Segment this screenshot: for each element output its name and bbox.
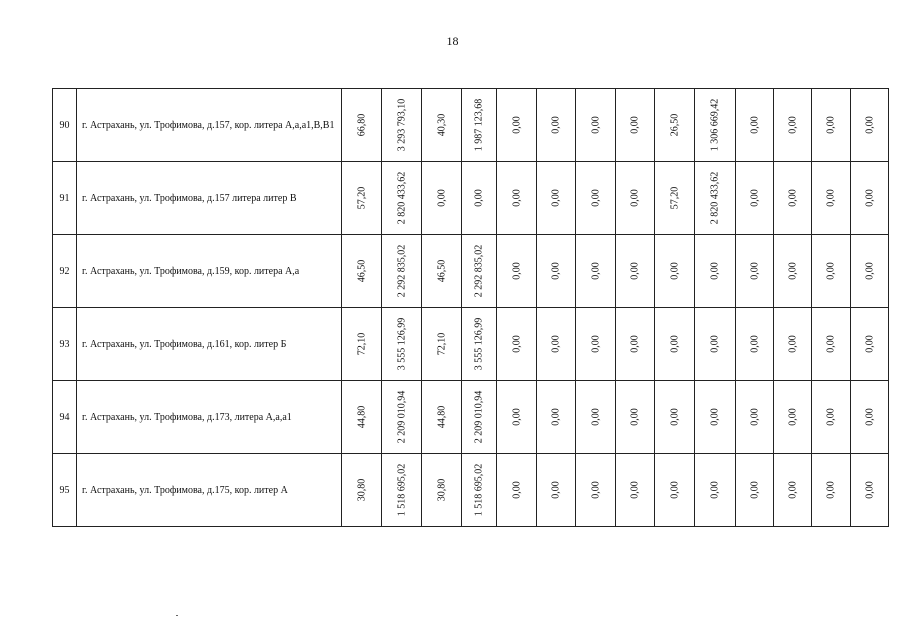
value-cell bbox=[537, 162, 576, 235]
value-cell bbox=[497, 162, 537, 235]
value-text: 0,00 bbox=[787, 408, 798, 426]
value-cell bbox=[497, 381, 537, 454]
value-text: 0,00 bbox=[749, 189, 760, 207]
row-number: 94 bbox=[53, 381, 77, 454]
value-text: 0,00 bbox=[749, 262, 760, 280]
scan-speck bbox=[176, 615, 178, 616]
value-cell bbox=[736, 454, 774, 527]
value-cell bbox=[655, 381, 695, 454]
value-cell bbox=[576, 89, 616, 162]
value-cell bbox=[497, 454, 537, 527]
value-text: 0,00 bbox=[511, 189, 522, 207]
value-cell bbox=[382, 308, 422, 381]
value-text: 0,00 bbox=[864, 408, 875, 426]
value-cell bbox=[655, 162, 695, 235]
table-row bbox=[53, 454, 889, 527]
value-cell bbox=[695, 89, 736, 162]
value-cell bbox=[736, 381, 774, 454]
value-cell bbox=[812, 89, 851, 162]
value-cell bbox=[774, 162, 812, 235]
value-cell bbox=[422, 89, 462, 162]
value-text: 0,00 bbox=[669, 408, 680, 426]
value-cell bbox=[576, 381, 616, 454]
value-cell bbox=[537, 308, 576, 381]
value-cell bbox=[812, 381, 851, 454]
value-cell bbox=[422, 162, 462, 235]
value-cell bbox=[497, 89, 537, 162]
value-cell bbox=[422, 454, 462, 527]
value-text: 0,00 bbox=[511, 116, 522, 134]
value-text: 26,50 bbox=[669, 113, 680, 137]
value-cell bbox=[422, 308, 462, 381]
value-text: 44,80 bbox=[356, 405, 367, 429]
value-text: 0,00 bbox=[787, 189, 798, 207]
value-text: 0,00 bbox=[709, 335, 721, 353]
value-text: 0,00 bbox=[629, 408, 641, 426]
value-cell bbox=[576, 308, 616, 381]
value-cell bbox=[462, 162, 497, 235]
value-cell bbox=[342, 381, 382, 454]
value-cell bbox=[736, 308, 774, 381]
value-cell bbox=[616, 381, 655, 454]
value-cell bbox=[774, 308, 812, 381]
address-cell: г. Астрахань, ул. Трофимова, д.161, кор. литер Б bbox=[77, 308, 342, 381]
value-cell bbox=[537, 381, 576, 454]
value-text: 0,00 bbox=[864, 335, 875, 353]
value-cell bbox=[851, 454, 889, 527]
value-text: 0,00 bbox=[787, 116, 798, 134]
value-text: 0,00 bbox=[590, 189, 601, 207]
address-cell: г. Астрахань, ул. Трофимова, д.175, кор. литер А bbox=[77, 454, 342, 527]
value-text: 0,00 bbox=[629, 335, 641, 353]
row-number: 92 bbox=[53, 235, 77, 308]
value-cell bbox=[382, 162, 422, 235]
value-text: 0,00 bbox=[590, 481, 601, 499]
value-text: 0,00 bbox=[825, 262, 837, 280]
value-text: 0,00 bbox=[825, 335, 837, 353]
value-cell bbox=[616, 308, 655, 381]
value-text: 0,00 bbox=[629, 262, 641, 280]
value-cell bbox=[851, 308, 889, 381]
value-text: 3 555 126,99 bbox=[396, 317, 407, 371]
value-text: 0,00 bbox=[629, 189, 641, 207]
value-text: 0,00 bbox=[590, 262, 601, 280]
value-cell bbox=[695, 381, 736, 454]
value-cell bbox=[736, 162, 774, 235]
value-text: 2 209 010,94 bbox=[396, 390, 407, 444]
value-cell bbox=[655, 454, 695, 527]
value-cell bbox=[462, 454, 497, 527]
value-text: 2 292 835,02 bbox=[396, 244, 407, 298]
table-row bbox=[53, 89, 889, 162]
value-text: 0,00 bbox=[825, 189, 837, 207]
value-cell bbox=[462, 89, 497, 162]
value-text: 0,00 bbox=[864, 262, 875, 280]
table-row bbox=[53, 308, 889, 381]
value-text: 57,20 bbox=[356, 186, 367, 210]
value-text: 72,10 bbox=[436, 332, 447, 356]
value-text: 0,00 bbox=[629, 481, 641, 499]
value-cell bbox=[342, 89, 382, 162]
value-text: 0,00 bbox=[590, 408, 601, 426]
value-cell bbox=[616, 454, 655, 527]
value-text: 0,00 bbox=[709, 408, 721, 426]
value-text: 0,00 bbox=[825, 408, 837, 426]
value-text: 0,00 bbox=[511, 335, 522, 353]
value-text: 0,00 bbox=[550, 189, 562, 207]
table-row bbox=[53, 235, 889, 308]
row-number: 91 bbox=[53, 162, 77, 235]
value-text: 40,30 bbox=[436, 113, 447, 137]
value-text: 46,50 bbox=[436, 259, 447, 283]
table-body bbox=[53, 89, 889, 527]
address-cell: г. Астрахань, ул. Трофимова, д.157, кор. литера А,а,а1,В,В1 bbox=[77, 89, 342, 162]
value-text: 3 555 126,99 bbox=[473, 317, 485, 371]
address-cell: г. Астрахань, ул. Трофимова, д.159, кор. литера А,а bbox=[77, 235, 342, 308]
value-cell bbox=[851, 89, 889, 162]
value-text: 66,80 bbox=[356, 113, 367, 137]
value-cell bbox=[616, 235, 655, 308]
value-cell bbox=[497, 308, 537, 381]
value-text: 57,20 bbox=[669, 186, 680, 210]
value-cell bbox=[812, 162, 851, 235]
value-cell bbox=[736, 235, 774, 308]
value-cell bbox=[382, 89, 422, 162]
value-cell bbox=[462, 308, 497, 381]
value-text: 2 820 433,62 bbox=[396, 171, 407, 225]
value-cell bbox=[422, 235, 462, 308]
value-text: 0,00 bbox=[669, 335, 680, 353]
value-text: 1 306 669,42 bbox=[709, 98, 721, 152]
value-text: 30,80 bbox=[436, 478, 447, 502]
address-cell: г. Астрахань, ул. Трофимова, д.157 литера литер В bbox=[77, 162, 342, 235]
value-cell bbox=[695, 308, 736, 381]
row-number: 93 bbox=[53, 308, 77, 381]
value-cell bbox=[342, 162, 382, 235]
value-cell bbox=[382, 381, 422, 454]
value-text: 0,00 bbox=[787, 481, 798, 499]
value-text: 0,00 bbox=[864, 189, 875, 207]
value-text: 0,00 bbox=[436, 189, 447, 207]
value-text: 0,00 bbox=[511, 481, 522, 499]
value-text: 0,00 bbox=[709, 262, 721, 280]
value-text: 0,00 bbox=[825, 116, 837, 134]
value-cell bbox=[576, 235, 616, 308]
value-text: 0,00 bbox=[749, 481, 760, 499]
value-cell bbox=[576, 454, 616, 527]
value-text: 0,00 bbox=[511, 262, 522, 280]
value-cell bbox=[616, 162, 655, 235]
value-text: 30,80 bbox=[356, 478, 367, 502]
value-text: 0,00 bbox=[550, 481, 562, 499]
value-cell bbox=[537, 89, 576, 162]
value-cell bbox=[342, 454, 382, 527]
value-text: 3 293 793,10 bbox=[396, 98, 407, 152]
value-text: 0,00 bbox=[590, 116, 601, 134]
value-text: 72,10 bbox=[356, 332, 367, 356]
value-cell bbox=[774, 235, 812, 308]
value-text: 0,00 bbox=[473, 189, 485, 207]
value-cell bbox=[655, 235, 695, 308]
value-cell bbox=[812, 454, 851, 527]
value-text: 0,00 bbox=[787, 335, 798, 353]
properties-table bbox=[52, 88, 889, 527]
value-text: 0,00 bbox=[590, 335, 601, 353]
value-cell bbox=[497, 235, 537, 308]
value-cell bbox=[736, 89, 774, 162]
value-text: 0,00 bbox=[709, 481, 721, 499]
value-text: 0,00 bbox=[787, 262, 798, 280]
value-cell bbox=[422, 381, 462, 454]
address-cell: г. Астрахань, ул. Трофимова, д.173, литера А,а,а1 bbox=[77, 381, 342, 454]
value-text: 0,00 bbox=[669, 262, 680, 280]
value-text: 0,00 bbox=[864, 481, 875, 499]
value-cell bbox=[851, 235, 889, 308]
value-text: 44,80 bbox=[436, 405, 447, 429]
value-text: 46,50 bbox=[356, 259, 367, 283]
value-text: 2 209 010,94 bbox=[473, 390, 485, 444]
value-text: 0,00 bbox=[550, 408, 562, 426]
value-cell bbox=[576, 162, 616, 235]
value-text: 0,00 bbox=[550, 116, 562, 134]
value-cell bbox=[342, 235, 382, 308]
value-cell bbox=[695, 454, 736, 527]
table-row bbox=[53, 381, 889, 454]
value-text: 0,00 bbox=[749, 116, 760, 134]
value-cell bbox=[812, 235, 851, 308]
row-number: 95 bbox=[53, 454, 77, 527]
value-cell bbox=[382, 454, 422, 527]
value-text: 0,00 bbox=[864, 116, 875, 134]
value-text: 0,00 bbox=[749, 335, 760, 353]
value-cell bbox=[382, 235, 422, 308]
value-text: 1 987 123,68 bbox=[473, 98, 485, 152]
value-cell bbox=[342, 308, 382, 381]
value-cell bbox=[655, 308, 695, 381]
value-cell bbox=[462, 381, 497, 454]
value-cell bbox=[774, 454, 812, 527]
value-text: 0,00 bbox=[825, 481, 837, 499]
value-text: 2 292 835,02 bbox=[473, 244, 485, 298]
value-text: 1 518 695,02 bbox=[473, 463, 485, 517]
value-cell bbox=[537, 454, 576, 527]
value-text: 2 820 433,62 bbox=[709, 171, 721, 225]
value-cell bbox=[655, 89, 695, 162]
row-number: 90 bbox=[53, 89, 77, 162]
value-text: 1 518 695,02 bbox=[396, 463, 407, 517]
value-text: 0,00 bbox=[669, 481, 680, 499]
value-cell bbox=[851, 381, 889, 454]
value-text: 0,00 bbox=[550, 335, 562, 353]
value-text: 0,00 bbox=[511, 408, 522, 426]
value-cell bbox=[695, 162, 736, 235]
value-cell bbox=[774, 381, 812, 454]
table-row bbox=[53, 162, 889, 235]
value-text: 0,00 bbox=[749, 408, 760, 426]
value-text: 0,00 bbox=[629, 116, 641, 134]
value-cell bbox=[537, 235, 576, 308]
value-cell bbox=[774, 89, 812, 162]
value-cell bbox=[462, 235, 497, 308]
value-cell bbox=[616, 89, 655, 162]
value-cell bbox=[851, 162, 889, 235]
page-number: 18 bbox=[446, 34, 459, 48]
value-text: 0,00 bbox=[550, 262, 562, 280]
value-cell bbox=[812, 308, 851, 381]
value-cell bbox=[695, 235, 736, 308]
